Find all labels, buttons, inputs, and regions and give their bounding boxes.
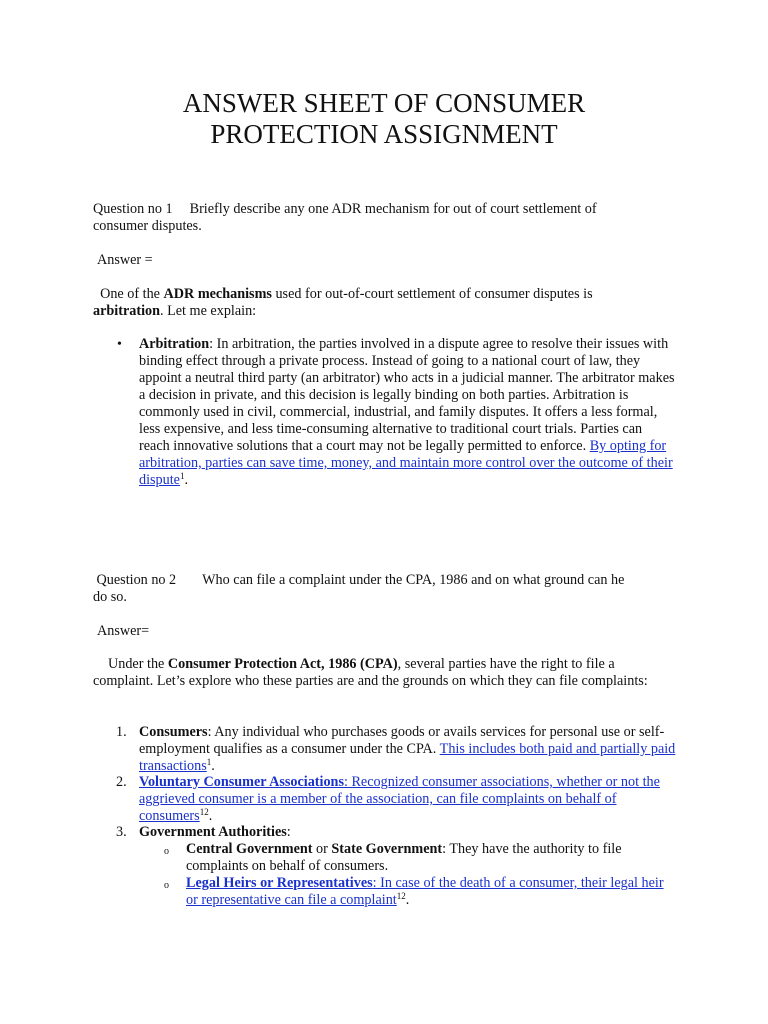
question-2-text-line-2: do so. (93, 589, 127, 605)
footnote-ref[interactable]: 12 (396, 891, 406, 901)
footnote-ref[interactable]: 12 (199, 807, 209, 817)
bullet-icon: • (117, 337, 122, 352)
sub-bullet-icon: o (164, 846, 169, 857)
question-2-text-line-1: Who can file a complaint under the CPA, 1986 and on what ground can he (202, 572, 625, 588)
question-1-text-line-1: Briefly describe any one ADR mechanism for out of court settlement of (189, 201, 597, 217)
arbitration-list-item: Arbitration: In arbitration, the parties involved in a dispute agree to resolve their issues with binding effect through a private process. Instead of going to a national court of law, they appoint a neutral third party (an arbitrator) who acts in a judicial manner. The arbitrator makes a decision in private, and this decision is legally binding on both parties. Arbitration is commonly used in civil, commercial, industrial, and family disputes. It offers a less formal, less expensive, and less time-consuming alternative to traditional court trials. Parties can reach innovative solutions that a court may not be legally permitted to enforce. By opting for arbitration, parties can save time, money, and maintain more control over the outcome of their dispute$^1$. (139, 336, 675, 488)
answer-2-label: Answer= (97, 623, 150, 639)
list-item-associations: Voluntary Consumer Associations: Recognized consumer associations, whether or not the aggrieved consumer is a member of the association, can file complaints on behalf of consumers$^{12}$. (139, 774, 660, 824)
sub-item-legal-heirs: Legal Heirs or Representatives: In case of the death of a consumer, their legal heir or representative can file a complaint$^{12}$. (186, 875, 664, 908)
question-2 (93, 572, 693, 606)
cpa-term: Consumer Protection Act, 1986 (CPA) (167, 656, 398, 672)
footnote-ref[interactable]: 1 (179, 471, 185, 481)
list-item-consumers: Consumers: Any individual who purchases goods or avails services for personal use or self-employment qualifies as a consumer under the CPA. This includes both paid and partially paid transactions$^1$. (139, 724, 676, 774)
question-2-label: Question no 2 (96, 572, 177, 588)
question-1-text-line-2: consumer disputes. (93, 218, 202, 234)
answer-2-intro: Under the Consumer Protection Act, 1986 (CPA), several parties have the right to file a complaint. Let’s explore who these parties are and the grounds on which they can file complaints: (93, 656, 648, 689)
arbitration-heading: Arbitration (139, 336, 210, 352)
footnote-ref[interactable]: 1 (206, 757, 212, 767)
list-item-government: Government Authorities: (139, 824, 291, 840)
sub-item-governments: Central Government or State Government: They have the authority to file complaints on behalf of consumers. (186, 841, 622, 874)
arbitration-term: arbitration (93, 303, 160, 319)
adr-mechanisms-term: ADR mechanisms (163, 286, 272, 302)
list-number-2: 2. (116, 774, 127, 790)
paid-transactions-link[interactable]: This includes both paid and partially paid transactions (139, 741, 676, 774)
title-line-1: ANSWER SHEET OF CONSUMER (182, 88, 586, 118)
question-1-label: Question no 1 (93, 201, 173, 217)
associations-link[interactable]: Voluntary Consumer Associations: Recognized consumer associations, whether or not the aggrieved consumer is a member of the association, can file complaints on behalf of consumers (139, 774, 660, 824)
answer-1-label: Answer = (97, 252, 153, 268)
question-1 (93, 201, 693, 235)
answer-1-intro: One of the ADR mechanisms used for out-of-court settlement of consumer disputes is arbitration. Let me explain: (93, 286, 593, 319)
arbitration-description: : In arbitration, the parties involved in a dispute agree to resolve their issues with binding effect through a private process. Instead of going to a national court of law, they appoint a neutral third party (an arbitrator) who acts in a judicial manner. The arbitrator makes a decision in private, and this decision is legally binding on both parties. Arbitration is commonly used in civil, commercial, industrial, and family disputes. It offers a less formal, less expensive, and less time-consuming alternative to traditional court trials. Parties can reach innovative solutions that a court may not be legally permitted to enforce. (139, 336, 675, 454)
legal-heirs-link[interactable]: Legal Heirs or Representatives: In case of the death of a consumer, their legal heir or representative can file a complaint (186, 875, 664, 908)
consumers-heading: Consumers (139, 724, 208, 740)
sub-bullet-icon: o (164, 880, 169, 891)
document-title (0, 88, 768, 150)
arbitration-benefit-link[interactable]: By opting for arbitration, parties can save time, money, and maintain more control over the outcome of their dispute (139, 438, 673, 488)
government-heading: Government Authorities (139, 824, 287, 840)
title-line-2: PROTECTION ASSIGNMENT (210, 119, 558, 149)
list-number-3: 3. (116, 824, 127, 840)
list-number-1: 1. (116, 724, 127, 740)
